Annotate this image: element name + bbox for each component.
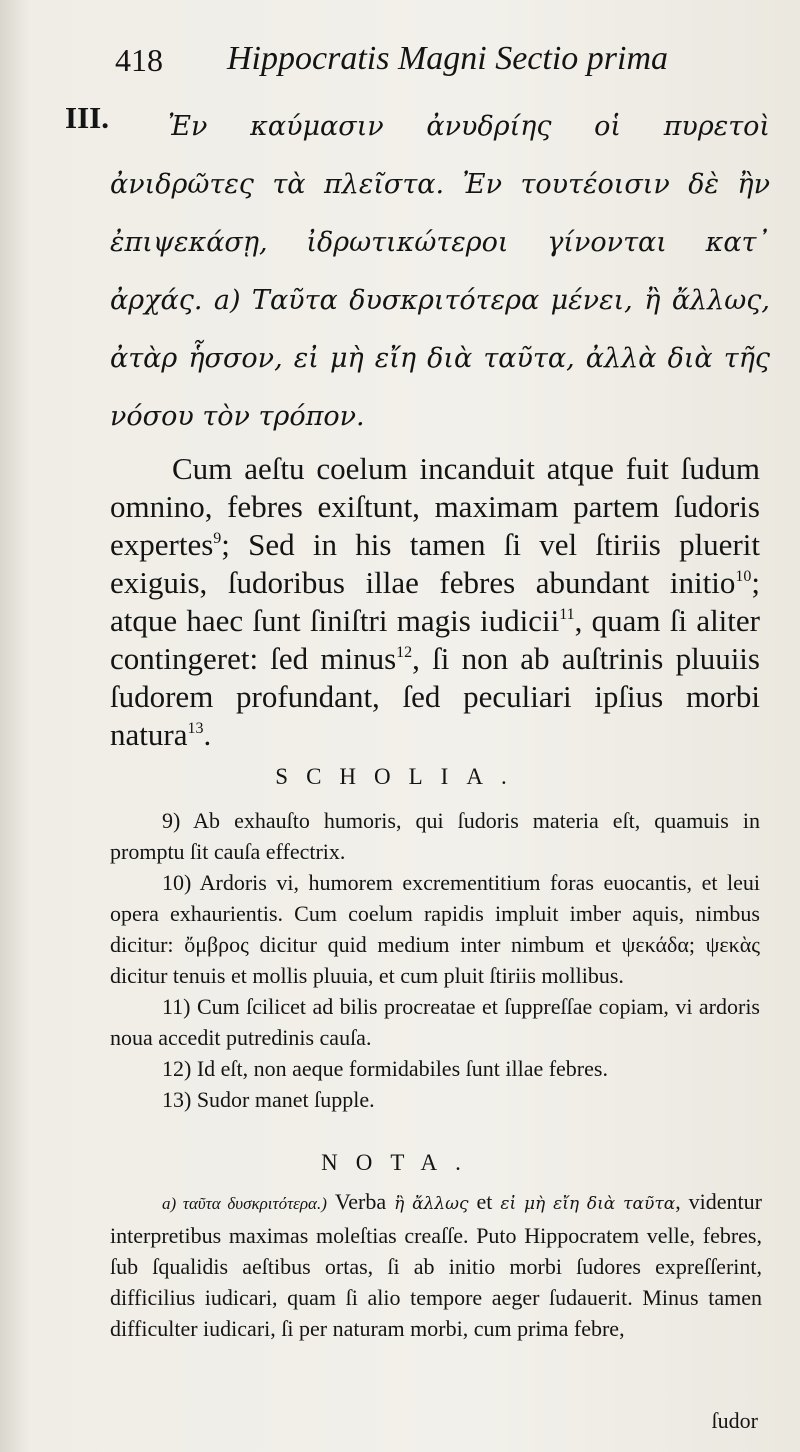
nota-paragraph (110, 1186, 762, 1344)
nota-text-part: et (476, 1189, 493, 1214)
latin-text-part: . (203, 717, 212, 752)
page-number: 418 (115, 42, 163, 78)
latin-text-part: , quam ſi aliter contingeret: ſed minus (110, 603, 760, 676)
latin-translation (110, 450, 760, 754)
nota-greek-phrase: ἢ ἄλλως (394, 1194, 469, 1214)
nota-text-part: , videntur interpretibus maximas moleſtias creaſſe. Puto Hippocratem velle, febres, ſub ſqualidis aeſtibus ortas, ſi ab initio morbi ſudores expreſſerint, difficilius iudicari, quam ſi alio tempore aeger ſudauerit. Minus tamen difficulter iudicari, ſi per naturam morbi, cum prima febre, (110, 1189, 762, 1341)
latin-text-part: Cum aeſtu coelum incanduit atque fuit ſudum omnino, febres exiſtunt, maximam partem ſudoris expertes (110, 451, 760, 562)
nota-lemma: a) ταῦτα δυσκριτότερα.) (162, 1194, 327, 1213)
scholion-10: 10) Ardoris vi, humorem excrementitium foras euocantis, et leui opera exhaurientis. Cum coelum rapidis impluit imber aquis, nimbus dicitur: ὄμβρος dicitur quid medium inter nimbum et ψεκάδα; ψεκὰς dicitur tenuis et mollis pluuia, et cum pluit ſtiriis mollibus. (110, 870, 760, 988)
latin-text-part: , ſi non ab auſtrinis pluuiis ſudorem profundant, ſed peculiari ipſius morbi natura (110, 641, 760, 752)
latin-text-part: ; Sed in his tamen ſi vel ſtiriis pluerit exiguis, ſudoribus illae febres abundant initio (110, 527, 760, 600)
running-title: Hippocratis Magni Sectio prima (227, 40, 669, 77)
note-ref-11: 11 (559, 606, 575, 623)
note-ref-13: 13 (187, 720, 204, 737)
scholia-notes (110, 805, 760, 1115)
scholia-heading: SCHOLIA. (275, 764, 525, 789)
greek-aphorism-text: Ἐν καύμασιν ἀνυδρίης οἱ πυρετοὶ ἀνιδρῶτες τὰ πλεῖστα. Ἐν τουτέοισιν δὲ ἢν ἐπιψεκάσῃ, ἰδρωτικώτεροι γίνονται κατ᾽ ἀρχάς. a) Ταῦτα δυσκριτότερα μένει, ἢ ἄλλως, ἀτὰρ ἧσσον, εἰ μὴ εἴη διὰ ταῦτα, ἀλλὰ διὰ τῆς νόσου τὸν τρόπον. (110, 111, 770, 432)
latin-text-part: ; atque haec ſunt ſiniſtri magis iudicii (110, 565, 760, 638)
nota-text (110, 1186, 762, 1344)
catchword: ſudor (711, 1408, 758, 1433)
nota-heading: NOTA. (321, 1150, 479, 1175)
running-header (115, 42, 715, 90)
note-ref-12: 12 (396, 644, 413, 661)
scholion-9: 9) Ab exhauſto humoris, qui ſudoris materia eſt, quamuis in promptu ſit cauſa effectrix. (110, 808, 760, 864)
scholion-12: 12) Id eſt, non aeque formidabiles ſunt illae febres. (162, 1056, 608, 1081)
note-ref-10: 10 (735, 568, 752, 585)
note-ref-9: 9 (213, 530, 222, 547)
aphorism-number: III. (65, 100, 109, 135)
nota-text-part: Verba (334, 1189, 387, 1214)
nota-greek-phrase: εἰ μὴ εἴη διὰ ταῦτα (500, 1194, 676, 1214)
scholion-13: 13) Sudor manet ſupple. (162, 1087, 375, 1112)
scholion-11: 11) Cum ſcilicet ad bilis procreatae et ſuppreſſae copiam, vi ardoris noua accedit putredinis cauſa. (110, 994, 760, 1050)
